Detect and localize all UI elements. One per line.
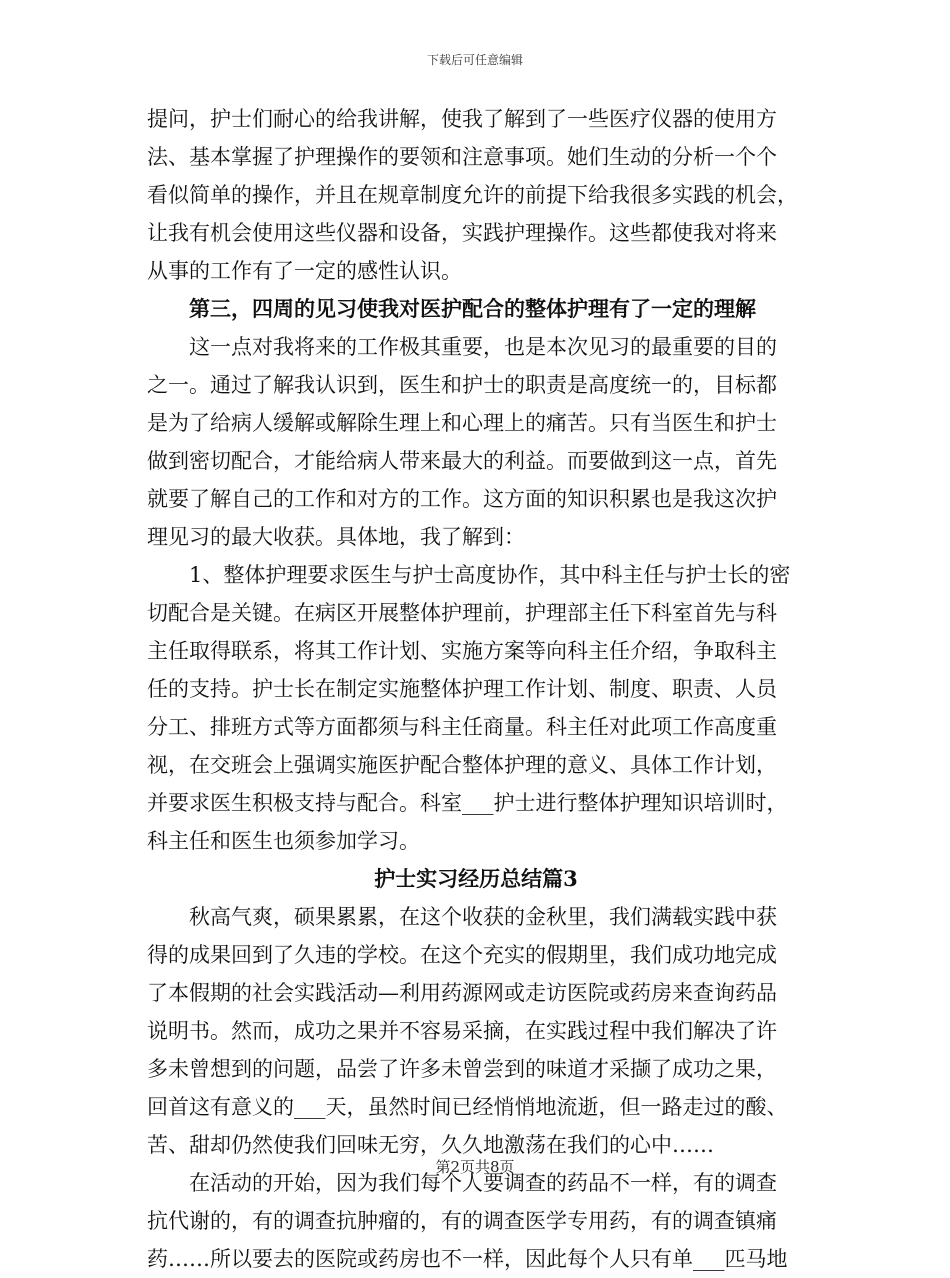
paragraph-line: 就要了解自己的工作和对方的工作。这方面的知识积累也是我这次护 — [147, 487, 777, 511]
paragraph-line: 从事的工作有了一定的感性认识。 — [147, 259, 462, 283]
paragraph-line: 1、整体护理要求医生与护士高度协作，其中科主任与护士长的密 — [189, 563, 791, 587]
page-header: 下载后可任意编辑 — [426, 53, 523, 67]
paragraph-line: 切配合是关键。在病区开展整体护理前，护理部主任下科室首先与科 — [147, 601, 777, 625]
paragraph-line: 并要求医生积极支持与配合。科室___护士进行整体护理知识培训时， — [147, 791, 788, 815]
paragraph-line: 回首这有意义的___天，虽然时间已经悄悄地流逝，但一路走过的酸、 — [147, 1095, 788, 1119]
paragraph-line: 主任取得联系，将其工作计划、实施方案等向科主任介绍，争取科主 — [147, 639, 777, 663]
paragraph-line: 抗代谢的，有的调查抗肿瘤的，有的调查医学专用药，有的调查镇痛 — [147, 1209, 777, 1233]
paragraph-line: 法、基本掌握了护理操作的要领和注意事项。她们生动的分析一个个 — [147, 145, 777, 169]
paragraph-line: 了本假期的社会实践活动—利用药源网或走访医院或药房来查询药品 — [147, 981, 777, 1005]
section-title: 护士实习经历总结篇3 — [374, 866, 578, 891]
paragraph-line: 看似简单的操作，并且在规章制度允许的前提下给我很多实践的机会， — [147, 183, 798, 207]
paragraph-line: 做到密切配合，才能给病人带来最大的利益。而要做到这一点，首先 — [147, 449, 777, 473]
paragraph-line: 多未曾想到的问题，品尝了许多未曾尝到的味道才采撷了成功之果， — [147, 1057, 777, 1081]
paragraph-line: 之一。通过了解我认识到，医生和护士的职责是高度统一的，目标都 — [147, 373, 777, 397]
paragraph-line: 分工、排班方式等方面都须与科主任商量。科主任对此项工作高度重 — [147, 715, 777, 739]
paragraph-line: 让我有机会使用这些仪器和设备，实践护理操作。这些都使我对将来 — [147, 221, 777, 245]
paragraph-line: 这一点对我将来的工作极其重要，也是本次见习的最重要的目的 — [189, 335, 777, 359]
paragraph-line: 说明书。然而，成功之果并不容易采摘，在实践过程中我们解决了许 — [147, 1019, 777, 1043]
paragraph-line: 得的成果回到了久违的学校。在这个充实的假期里，我们成功地完成 — [147, 943, 777, 967]
paragraph-line: 秋高气爽，硕果累累，在这个收获的金秋里，我们满载实践中获 — [189, 905, 777, 929]
paragraph-line: 视，在交班会上强调实施医护配合整体护理的意义、具体工作计划， — [147, 753, 777, 777]
paragraph-line: 理见习的最大收获。具体地，我了解到： — [147, 525, 525, 549]
paragraph-line: 科主任和医生也须参加学习。 — [147, 829, 420, 853]
page-footer: 第2页共8页 — [435, 1158, 515, 1176]
paragraph-line: 任的支持。护士长在制定实施整体护理工作计划、制度、职责、人员 — [147, 677, 777, 701]
paragraph-line: 提问，护士们耐心的给我讲解，使我了解到了一些医疗仪器的使用方 — [147, 107, 777, 131]
paragraph-line: 是为了给病人缓解或解除生理上和心理上的痛苦。只有当医生和护士 — [147, 411, 777, 435]
paragraph-line: 在活动的开始，因为我们每个人要调查的药品不一样，有的调查 — [189, 1171, 777, 1195]
paragraph-line: 苦、甜却仍然使我们回味无穷，久久地激荡在我们的心中…… — [147, 1133, 714, 1157]
section-heading: 第三，四周的见习使我对医护配合的整体护理有了一定的理解 — [189, 296, 756, 321]
paragraph-line: 药……所以要去的医院或药房也不一样，因此每个人只有单___匹马地 — [147, 1247, 788, 1271]
document-body — [147, 100, 805, 1278]
